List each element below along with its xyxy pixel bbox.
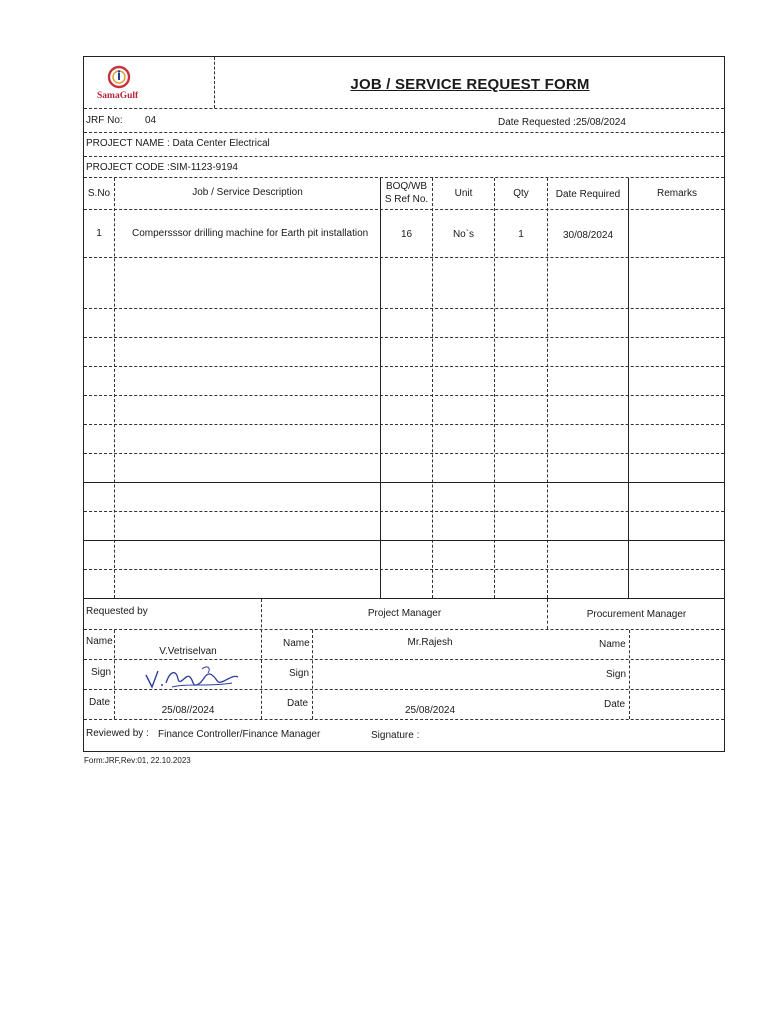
requester-date: 25/08//2024 xyxy=(161,705,215,716)
signature-label: Signature : xyxy=(371,730,420,741)
reviewed-by-label: Reviewed by : xyxy=(86,728,149,739)
row-date-required: 30/08/2024 xyxy=(562,230,614,241)
procurement-date-label: Date xyxy=(604,699,626,710)
project-code: PROJECT CODE :SIM-1123-9194 xyxy=(86,162,238,173)
jrf-label: JRF No: xyxy=(86,115,123,126)
procurement-sign-label: Sign xyxy=(606,669,627,680)
project-manager-label: Project Manager xyxy=(367,608,442,619)
requested-by-label: Requested by xyxy=(86,606,148,617)
col-sno-header: S.No xyxy=(87,188,111,199)
requester-name: V.Vetriselvan xyxy=(159,646,217,657)
col-boq-header-line1: BOQ/WB xyxy=(385,181,428,192)
col-boq-header-line2: S Ref No. xyxy=(384,194,429,205)
pm-sign-label: Sign xyxy=(289,668,310,679)
row-qty: 1 xyxy=(518,229,524,240)
requester-date-label: Date xyxy=(89,697,111,708)
pm-date-label: Date xyxy=(287,698,309,709)
col-date-required-header: Date Required xyxy=(555,189,621,200)
row-description: Compersssor drilling machine for Earth pit installation xyxy=(132,228,369,239)
col-description-header: Job / Service Description xyxy=(192,187,303,198)
col-unit-header: Unit xyxy=(454,188,473,199)
row-unit: No`s xyxy=(452,229,475,240)
row-sno: 1 xyxy=(96,228,102,239)
form-reference: Form:JRF,Rev:01, 22.10.2023 xyxy=(84,756,191,765)
pm-name: Mr.Rajesh xyxy=(407,637,453,648)
date-requested: Date Requested :25/08/2024 xyxy=(498,117,626,128)
pm-date: 25/08/2024 xyxy=(404,705,456,716)
form-title: JOB / SERVICE REQUEST FORM xyxy=(350,76,590,93)
jrf-value: 04 xyxy=(145,115,157,126)
company-name: SamaGulf xyxy=(97,91,139,101)
procurement-manager-label: Procurement Manager xyxy=(586,609,687,620)
reviewer-role: Finance Controller/Finance Manager xyxy=(158,729,321,740)
project-name: PROJECT NAME : Data Center Electrical xyxy=(86,138,270,149)
company-logo xyxy=(95,64,147,104)
row-boq: 16 xyxy=(400,229,413,240)
col-remarks-header: Remarks xyxy=(656,188,697,199)
requester-name-label: Name xyxy=(86,636,113,647)
col-qty-header: Qty xyxy=(513,188,529,199)
procurement-name-label: Name xyxy=(599,639,626,650)
requester-sign-label: Sign xyxy=(91,667,112,678)
pm-name-label: Name xyxy=(283,638,310,649)
